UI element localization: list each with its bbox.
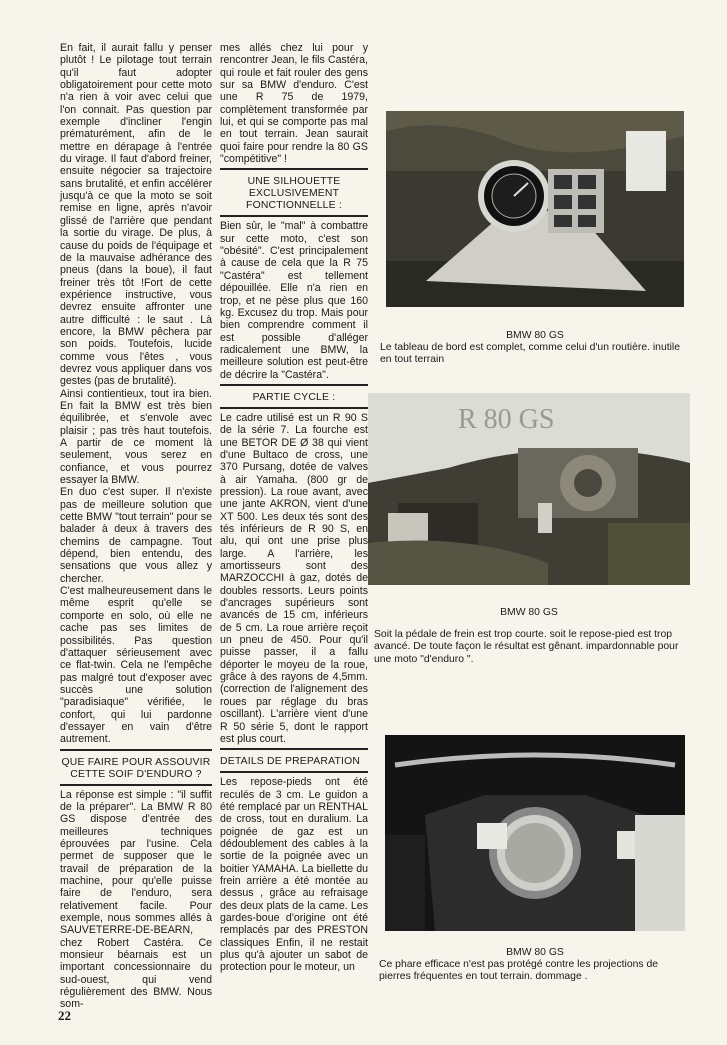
paragraph: Bien sûr, le "mal" à combattre sur cette moto, c'est son "obésité". C'est principalement à cause de cela que la R 75 "Castéra" est tellement dépouillée. Elle n'a rien en trop, et ne pèse plus que 160 kg. Excusez du trop. Mais pour bien comprendre comment il est possible d'alléger radicalement une BMW, la meilleure solution est peut-être de décrire la "Castéra". — [220, 220, 368, 381]
section-heading: QUE FAIRE POUR ASSOUVIR CETTE SOIF D'ENDURO ? — [61, 756, 211, 780]
photo-title: BMW 80 GS — [506, 947, 564, 958]
divider — [220, 771, 368, 773]
paragraph: La réponse est simple : "il suffit de la préparer". La BMW R 80 GS dispose d'entrée des meilleures techniques éprouvées par l'usine. Cela permet de supposer que le travail de préparation de la machine, pour qu'elle puisse faire de l'enduro, sera relativement facile. Pour exemple, nous sommes allés à SAUVETERRE-DE-BEARN, chez Robert Castéra. Ce monsieur béarnais est un important concessionnaire du sud-ouest, qui vend régulièrement des BMW. Nous som- — [60, 788, 212, 1011]
section-heading: UNE SILHOUETTE EXCLUSIVEMENT FONCTIONNELLE : — [246, 176, 342, 212]
divider — [220, 215, 368, 217]
divider — [220, 748, 368, 750]
photo-title: BMW 80 GS — [506, 330, 564, 341]
divider — [60, 784, 212, 786]
photo-dashboard — [386, 111, 684, 307]
tank-lettering: R 80 GS — [458, 404, 555, 435]
photo-caption: Le tableau de bord est complet, comme celui d'un routière. inutile en tout terrain — [380, 342, 681, 366]
paragraph: En fait, il aurait fallu y penser plutôt ! Le pilotage tout terrain qu'il faut adopter obligatoirement pour cette moto n'a rien à voir avec celui que l'on connait. Pas question par exemple d'incliner l'engin prématurément, afin de le mettre en dérapage à l'entrée du virage. Il faut d'abord freiner, ensuite négocier sa trajectoire sans brutalité, et enfin accélérer jusqu'à ce que la moto se soit remise en ligne, après n'avoir glissé de l'arrière que pendant la sortie du virage. De plus, à cause du poids de l'équipage et de la mauvaise adhérance des pneus (dans la boue), il faut freiner très tôt !Fort de cette expérience instructive, vous devrez ensuite affronter une autre difficulté : le saut . Là encore, la BMW pêchera par son poids. Toutefois, lucide comme vous l'êtes , vous devrez vous appliquer dans vos gestes (pas de brutalité). — [60, 42, 212, 388]
section-heading: DETAILS DE PREPARATION — [220, 756, 361, 768]
paragraph: Les repose-pieds ont été reculés de 3 cm. Le guidon a été remplacé par un RENTHAL de cross, tout en duralium. La poignée de gaz est un dédoublement des cables à la sortie de la poignée avec un boitier YAMAHA. La biellette du frein arrière a été montée au dessus , grâce au refraisage des deux plats de la came. Les gardes-boue d'origine ont été remplacés par des PRESTON classiques Enfin, il ne restait plus qu'à ajouter un sabot de protection pour le moteur, un — [220, 776, 368, 974]
divider — [220, 384, 368, 386]
divider — [220, 168, 368, 170]
text-column-middle — [220, 42, 368, 974]
section-heading: PARTIE CYCLE : — [252, 391, 336, 403]
photo-caption: Soit la pédale de frein est trop courte. soit le repose-pied est trop avancé. De toute façon le résultat est gênant. impardonnable pour une moto "d'enduro ". — [374, 629, 679, 665]
text-column-left — [60, 42, 212, 1011]
photo-caption: Ce phare efficace n'est pas protégé contre les projections de pierres fréquentes en tout terrain. dommage . — [379, 959, 659, 983]
page-number: 22 — [58, 1008, 71, 1023]
divider — [220, 407, 368, 409]
paragraph: Ainsi contientieux, tout ira bien. En fait la BMW est très bien équilibrée, et s'envole avec plaisir ; pas très haut toutefois. A partir de ce moment là seulement, vous serez en confiance, et vous pourrez essayer la BMW. — [60, 387, 212, 487]
photo-headlight — [385, 735, 685, 931]
paragraph: Le cadre utilisé est un R 90 S de la série 7. La fourche est une BETOR DE Ø 38 qui vient d'une Bultaco de cross, une 370 Pursang, dotée de valves à air Yamaha. (800 gr de pression). La roue avant, avec une jante AKRON, vient d'une XT 500. Les deux tés sont des tés inférieurs de R 90 S, en alu, qui ont une prise plus large. A l'arrière, les amortisseurs sont des MARZOCCHI à gaz, dotés de doubles ressorts. Leurs points d'ancrages supérieurs sont avancés de 15 cm, inférieurs de 5 cm. La roue arrière reçoit un pneu de 450. Pour qu'il puisse passer, il a fallu déporter le moyeu de la roue, grâce à des rayons de 4,5mm. (correction de l'alignement des roues par réglage du bras oscillant). L'arrière vient d'une R 50 série 5, dont le rapport est plus court. — [220, 411, 368, 745]
paragraph: C'est malheureusement dans le même esprit qu'elle se comporte en solo, où elle ne cache pas ses limites de possibilités. Pas question d'attaquer sérieusement avec ce flat-twin. Cela ne l'empêche pas malgré tout d'exposer avec succès une solution "paradisiaque" vérifiée, le confort, qui lui pardonne d'essayer en vain d'être autrement. — [60, 585, 212, 746]
paragraph: mes allés chez lui pour y rencontrer Jean, le fils Castéra, qui roule et fait rouler des gens sur sa BMW d'enduro. C'est une R 75 de 1979, complètement transformée par lui, et qui se comporte pas mal en tout terrain. Jean saurait quoi faire pour rendre la 80 GS "compétitive" ! — [220, 42, 368, 166]
divider — [60, 749, 212, 751]
photo-title: BMW 80 GS — [500, 607, 558, 618]
photo-footpeg — [368, 393, 690, 585]
paragraph: En duo c'est super. Il n'existe pas de meilleure solution que cette BMW "tout terrain" pour se balader à deux à travers des chemins de campagne. Tout dépend, bien entendu, des sensations que vous allez y chercher. — [60, 486, 212, 585]
